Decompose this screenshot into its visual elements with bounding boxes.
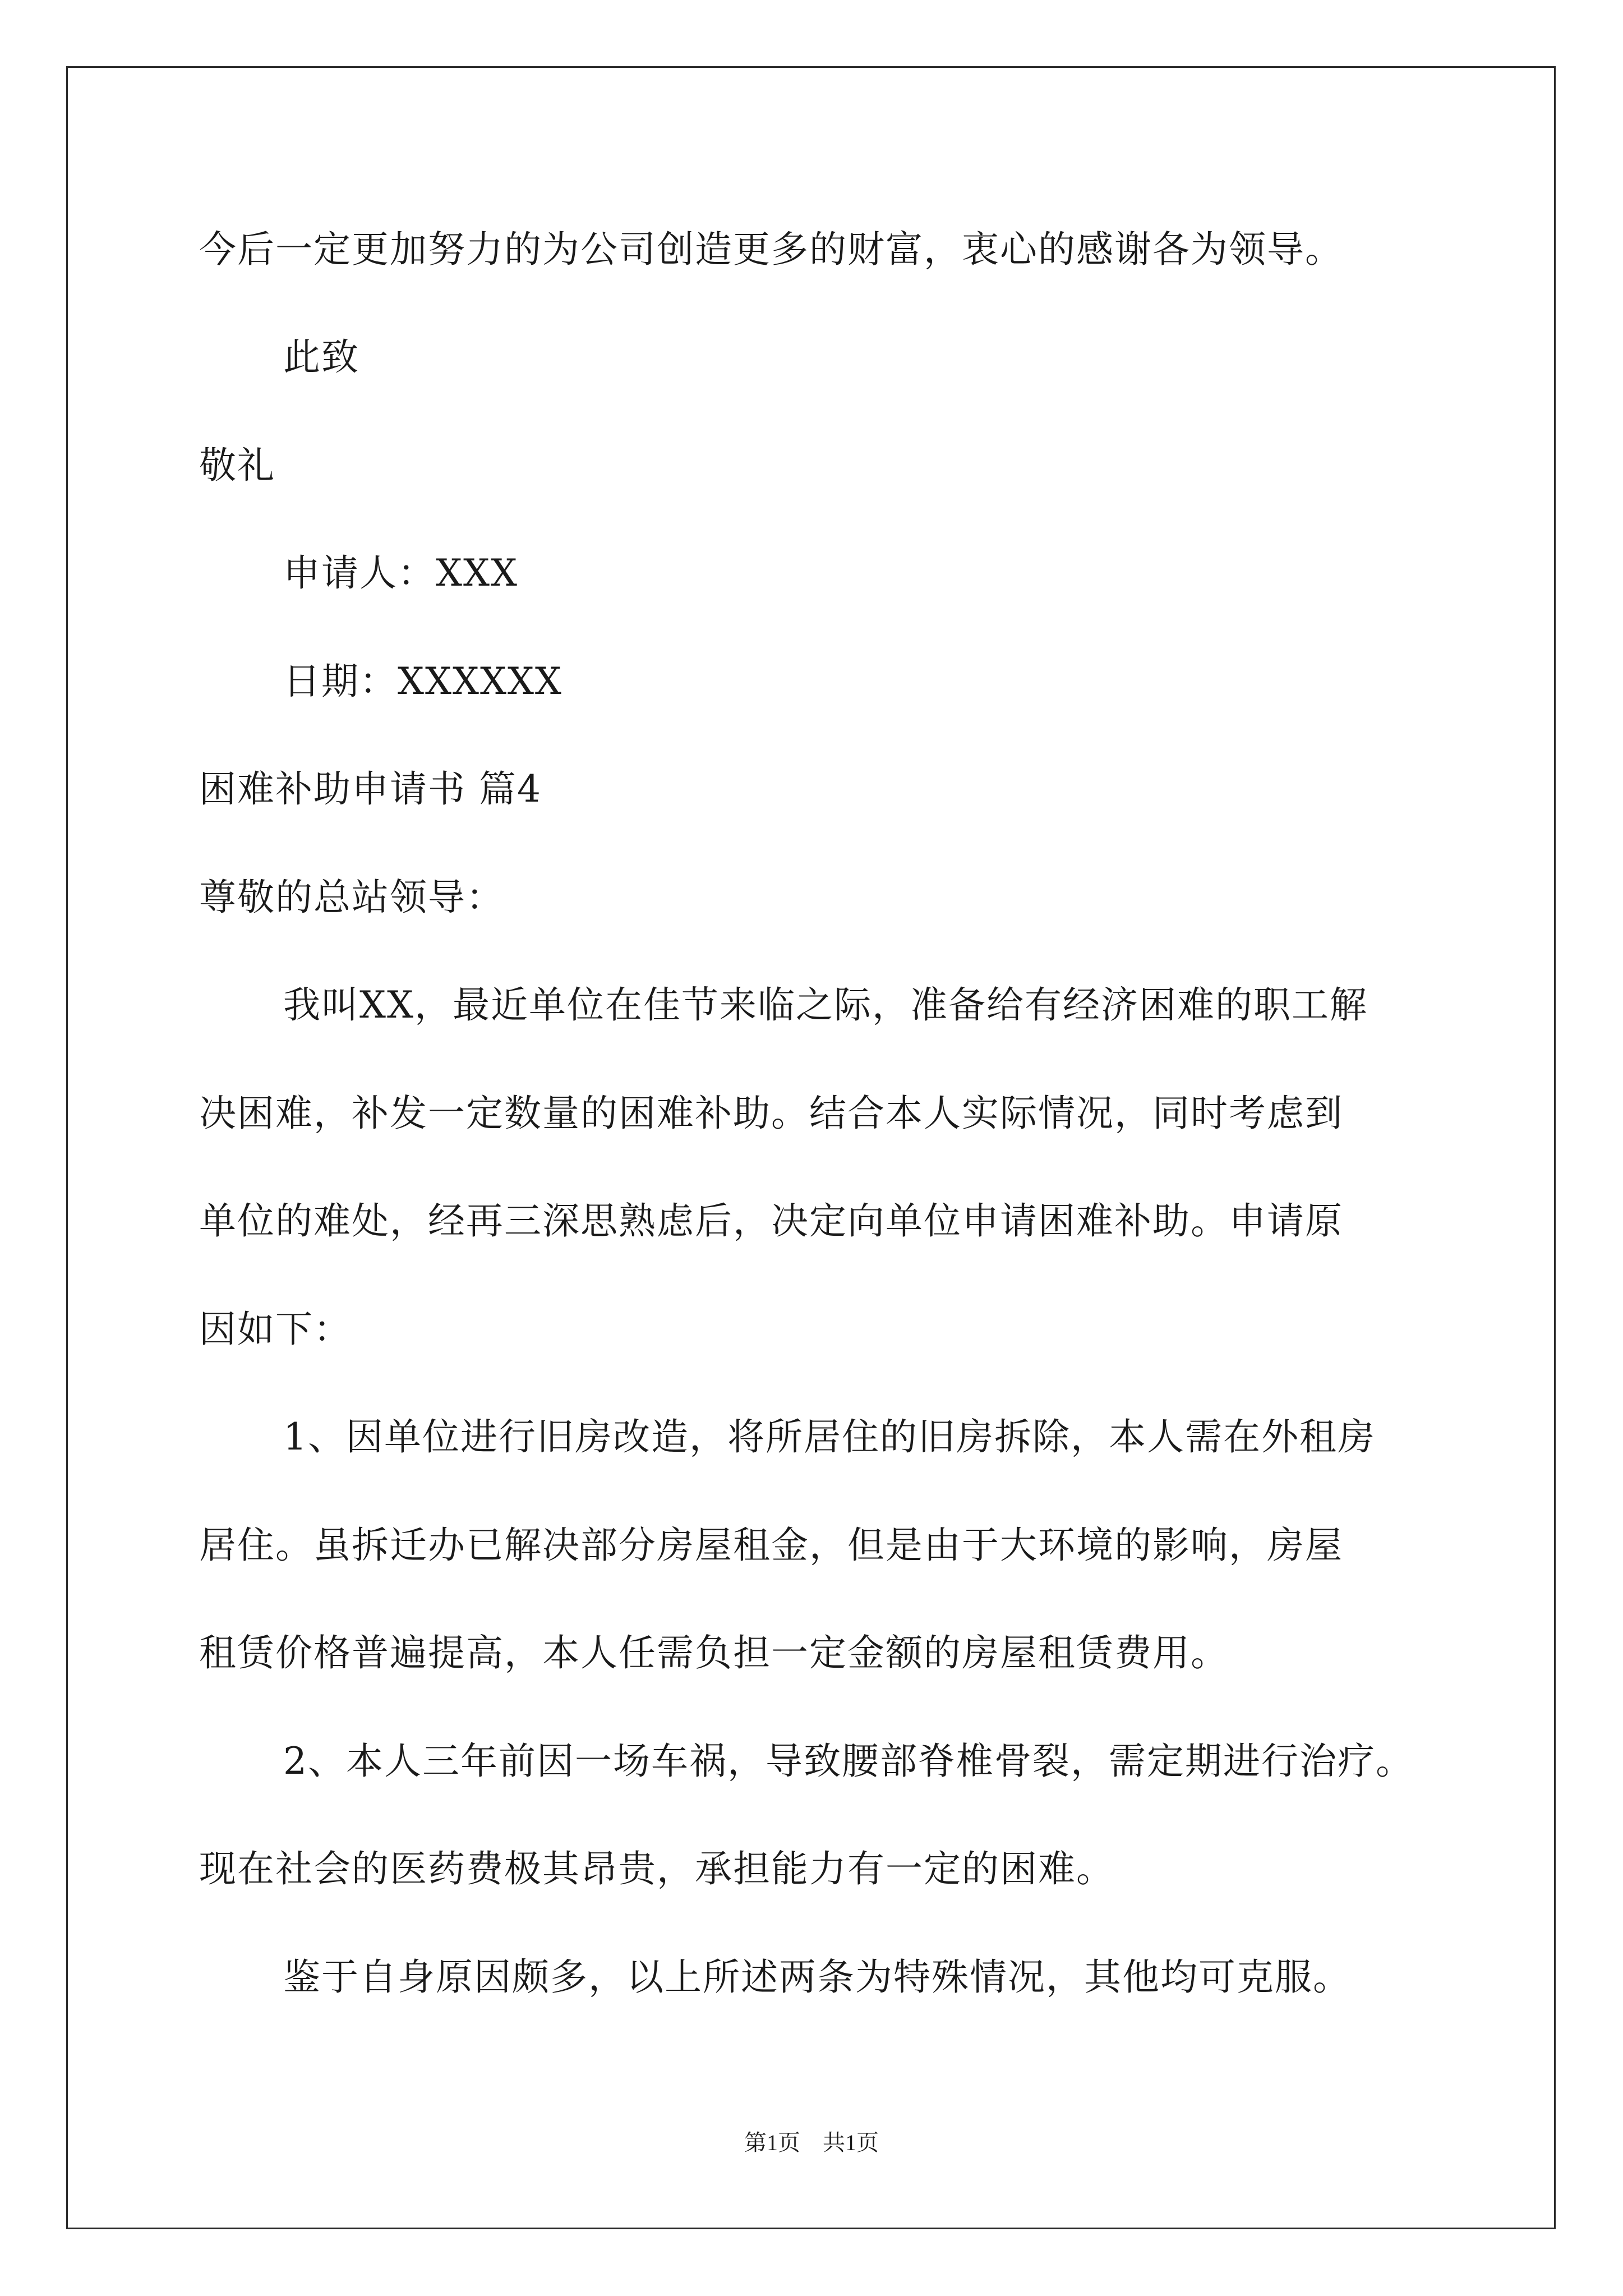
text-line: 单位的难处，经再三深思熟虑后，决定向单位申请困难补助。申请原 <box>199 1199 1343 1243</box>
text-line: 居住。虽拆迁办已解决部分房屋租金，但是由于大环境的影响，房屋 <box>199 1524 1343 1567</box>
section-title: 困难补助申请书 篇4 <box>199 767 542 811</box>
text-line: 鉴于自身原因颇多，以上所述两条为特殊情况，其他均可克服。 <box>283 1955 1351 1999</box>
text-line: 2、本人三年前因一场车祸，导致腰部脊椎骨裂，需定期进行治疗。 <box>283 1740 1414 1783</box>
page-border <box>66 66 1556 2229</box>
text-line: 我叫XX，最近单位在佳节来临之际，准备给有经济困难的职工解 <box>283 983 1368 1027</box>
salutation-closing: 此致 <box>283 335 359 379</box>
text-line: 因如下： <box>199 1308 352 1351</box>
text-line: 决困难，补发一定数量的困难补助。结合本人实际情况，同时考虑到 <box>199 1092 1343 1135</box>
text-line: 现在社会的医药费极其昂贵，承担能力有一定的困难。 <box>199 1847 1114 1890</box>
text-line: 1、因单位进行旧房改造，将所居住的旧房拆除，本人需在外租房 <box>283 1415 1376 1458</box>
page-footer: 第1页 共1页 <box>744 2130 879 2155</box>
applicant-line: 申请人：XXX <box>283 551 518 595</box>
date-line: 日期：XXXXXX <box>283 660 562 703</box>
text-line: 今后一定更加努力的为公司创造更多的财富，衷心的感谢各为领导。 <box>199 228 1343 271</box>
text-line: 租赁价格普遍提高，本人任需负担一定金额的房屋租赁费用。 <box>199 1631 1229 1674</box>
salutation-regards: 敬礼 <box>199 444 275 487</box>
greeting: 尊敬的总站领导： <box>199 876 504 919</box>
